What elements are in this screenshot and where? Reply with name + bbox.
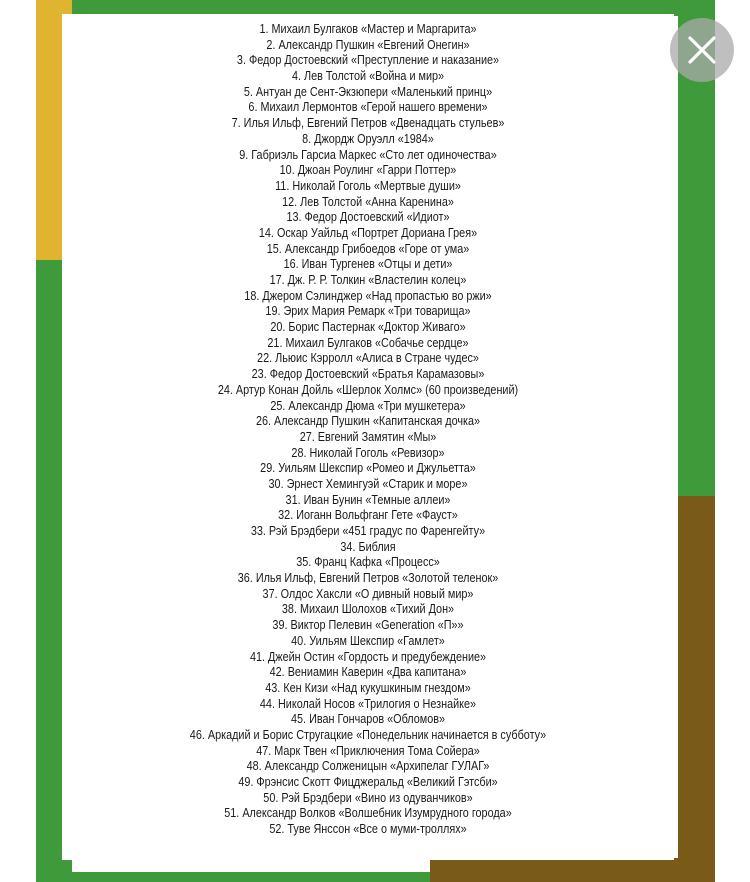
list-item: 52. Туве Янссон «Все о муми-троллях»: [269, 822, 467, 837]
list-item: 5. Антуан де Сент-Экзюпери «Маленький принц»: [243, 84, 493, 99]
list-item: 43. Кен Кизи «Над кукушкиным гнездом»: [265, 680, 471, 695]
list-item: 27. Евгений Замятин «Мы»: [299, 429, 437, 444]
list-item: 23. Федор Достоевский «Братья Карамазовы»: [251, 367, 485, 382]
list-item: 35. Франц Кафка «Процесс»: [296, 555, 440, 570]
list-item: 26. Александр Пушкин «Капитанская дочка»: [255, 414, 481, 429]
list-item: 10. Джоан Роулинг «Гарри Поттер»: [279, 163, 457, 178]
list-item: 17. Дж. Р. Р. Толкин «Властелин колец»: [269, 273, 467, 287]
list-item: 13. Федор Достоевский «Идиот»: [286, 210, 450, 225]
list-item: 45. Иван Гончаров «Обломов»: [291, 712, 445, 727]
list-item: 1. Михаил Булгаков «Мастер и Маргарита»: [259, 22, 477, 36]
list-item: 21. Михаил Булгаков «Собачье сердце»: [267, 335, 469, 350]
list-item: 14. Оскар Уайльд «Портрет Дориана Грея»: [258, 225, 478, 240]
book-list: [105, 22, 631, 838]
background-brown-block: [678, 496, 715, 882]
list-item: 18. Джером Сэлинджер «Над пропастью во ржи»: [244, 288, 492, 303]
list-item: 6. Михаил Лермонтов «Герой нашего времени»: [248, 100, 488, 115]
list-item: 4. Лев Толстой «Война и мир»: [291, 69, 445, 84]
background-green-right-block: [678, 16, 715, 496]
list-item: 36. Илья Ильф, Евгений Петров «Золотой теленок»: [237, 571, 499, 586]
list-item: 51. Александр Волков «Волшебник Изумрудного города»: [224, 806, 512, 821]
list-item: 28. Николай Гоголь «Ревизор»: [291, 445, 445, 460]
list-item: 30. Эрнест Хемингуэй «Старик и море»: [268, 476, 468, 491]
list-item: 40. Уильям Шекспир «Гамлет»: [291, 633, 445, 648]
background-brown-bottom-strip: [430, 858, 715, 882]
list-item: 29. Уильям Шекспир «Ромео и Джульетта»: [260, 461, 476, 476]
list-item: 3. Федор Достоевский «Преступление и наказание»: [236, 53, 500, 68]
list-item: 48. Александр Солженицын «Архипелаг ГУЛАГ»: [246, 759, 490, 774]
list-item: 25. Александр Дюма «Три мушкетера»: [270, 398, 466, 413]
close-icon: [685, 33, 719, 67]
list-item: 34. Библия: [340, 539, 396, 554]
list-item: 22. Льюис Кэрролл «Алиса в Стране чудес»: [257, 351, 479, 366]
list-item: 9. Габриэль Гарсиа Маркес «Сто лет одиночества»: [239, 147, 497, 162]
list-item: 44. Николай Носов «Трилогия о Незнайке»: [259, 696, 477, 711]
list-item: 8. Джордж Оруэлл «1984»: [302, 131, 434, 146]
list-item: 2. Александр Пушкин «Евгений Онегин»: [266, 37, 470, 52]
list-item: 38. Михаил Шолохов «Тихий Дон»: [281, 602, 455, 617]
list-item: 7. Илья Ильф, Евгений Петров «Двенадцать стульев»: [231, 116, 505, 131]
list-item: 49. Фрэнсис Скотт Фицджеральд «Великий Гэтсби»: [238, 775, 498, 789]
list-item: 37. Олдос Хаксли «О дивный новый мир»: [262, 586, 474, 601]
list-item: 33. Рэй Брэдбери «451 градус по Фаренгейту»: [250, 524, 486, 538]
list-item: 12. Лев Толстой «Анна Каренина»: [282, 194, 454, 209]
list-item: 41. Джейн Остин «Гордость и предубеждение»: [249, 649, 487, 664]
list-item: 42. Вениамин Каверин «Два капитана»: [269, 665, 467, 680]
list-item: 47. Марк Твен «Приключения Тома Сойера»: [256, 743, 480, 758]
list-item: 24. Артур Конан Дойль «Шерлок Холмс» (60 произведений): [217, 382, 519, 397]
list-item: 19. Эрих Мария Ремарк «Три товарища»: [265, 304, 471, 319]
list-item: 39. Виктор Пелевин «Generation «П»»: [272, 618, 464, 633]
list-item: 50. Рэй Брэдбери «Вино из одуванчиков»: [263, 790, 473, 805]
list-item: 11. Николай Гоголь «Мертвые души»: [275, 178, 461, 193]
list-item: 16. Иван Тургенев «Отцы и дети»: [283, 257, 453, 272]
list-item: 32. Иоганн Вольфганг Гете «Фауст»: [278, 508, 458, 523]
book-list-page: [62, 14, 674, 860]
list-item: 46. Аркадий и Борис Стругацкие «Понедельник начинается в субботу»: [189, 727, 547, 742]
close-button[interactable]: [670, 18, 734, 82]
list-item: 15. Александр Грибоедов «Горе от ума»: [266, 241, 470, 256]
list-item: 20. Борис Пастернак «Доктор Живаго»: [270, 320, 466, 335]
list-item: 31. Иван Бунин «Темные аллеи»: [285, 492, 451, 507]
